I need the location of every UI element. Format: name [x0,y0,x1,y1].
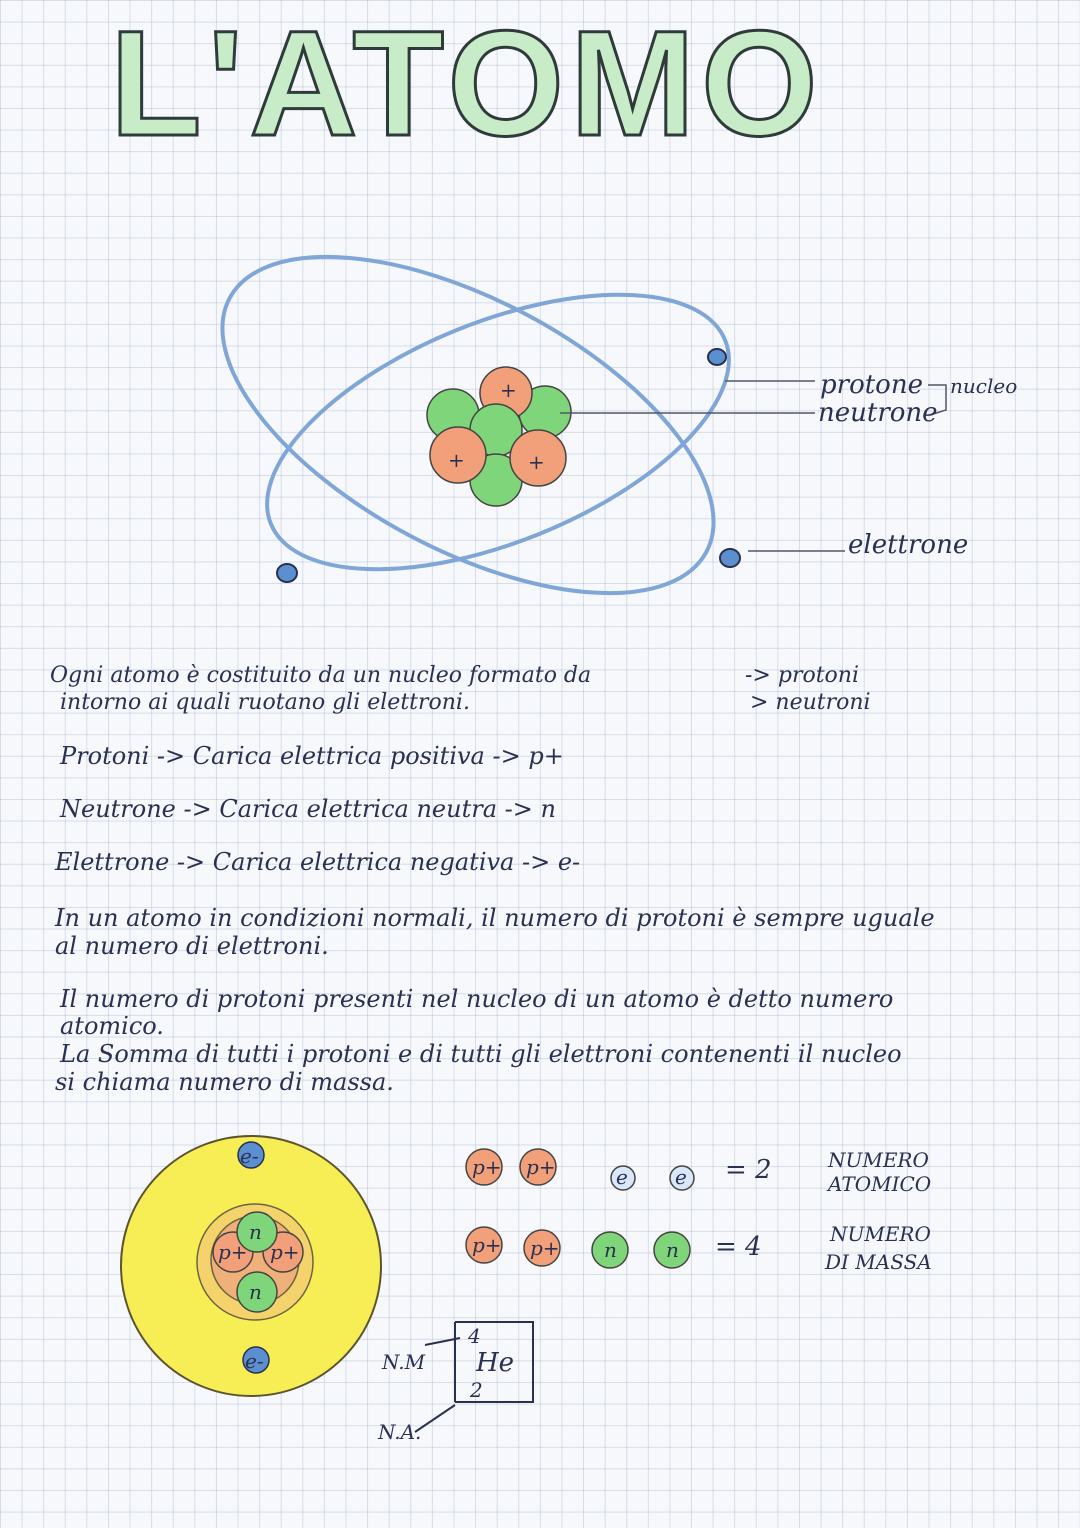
helium-proton-label: p+ [270,1240,300,1264]
electron [720,549,740,567]
helium-electron-label: e- [240,1144,259,1168]
element-mass-number: 4 [468,1324,481,1348]
eq2-result: = 4 [715,1232,762,1262]
eq1-result: = 2 [725,1155,772,1185]
eq1-item: p+ [526,1155,556,1179]
protoni-line: Protoni -> Carica elettrica positiva -> p+ [60,742,564,770]
eq2-item: p+ [530,1236,560,1260]
helium-neutron-label: n [249,1280,262,1304]
electron [277,564,297,582]
label-elettrone: elettrone [848,530,969,560]
label-neutrone: neutrone [818,398,938,428]
neutrone-line: Neutrone -> Carica elettrica neutra -> n [60,795,556,823]
para2-line-3: La Somma di tutti i protoni e di tutti gli elettroni contenenti il nucleo [60,1040,902,1068]
electron [708,349,726,365]
para2-line-4: si chiama numero di massa. [55,1068,394,1096]
element-symbol: He [476,1348,515,1378]
intro-line-1: Ogni atomo è costituito da un nucleo formato da [50,663,592,688]
helium-proton-label: p+ [218,1240,248,1264]
nucleus [427,367,571,506]
page-title: L'ATOMO [110,0,824,167]
eq1-item: e [675,1165,687,1189]
eq1-label-1: NUMERO [828,1148,929,1172]
eq2-label-1: NUMERO [830,1222,931,1246]
para1-line-1: In un atomo in condizioni normali, il numero di protoni è sempre uguale [55,904,935,932]
eq1-item: p+ [472,1155,502,1179]
eq2-item: n [604,1238,617,1262]
eq2-item: n [666,1238,679,1262]
element-atomic-number: 2 [470,1378,483,1402]
plus-sign: + [500,378,517,402]
para2-line-2: atomico. [60,1012,164,1040]
label-protone: protone [820,370,923,400]
eq2-item: p+ [472,1233,502,1257]
eq1-label-2: ATOMICO [828,1172,932,1196]
para2-line-1: Il numero di protoni presenti nel nucleo di un atomo è detto numero [60,985,894,1013]
label-nucleo: nucleo [950,374,1018,398]
arrow-neutroni: > neutroni [750,690,871,715]
arrow-protoni: -> protoni [745,663,859,688]
para1-line-2: al numero di elettroni. [55,932,329,960]
na-label: N.A. [378,1420,422,1444]
intro-line-2: intorno ai quali ruotano gli elettroni. [60,690,470,715]
helium-electron-label: e- [245,1349,264,1373]
helium-neutron-label: n [249,1220,262,1244]
eq1-item: e [616,1165,628,1189]
nm-label: N.M [382,1350,426,1374]
plus-sign: + [448,448,465,472]
eq2-label-2: DI MASSA [825,1250,932,1274]
plus-sign: + [528,450,545,474]
elettrone-line: Elettrone -> Carica elettrica negativa -> e- [55,848,581,876]
